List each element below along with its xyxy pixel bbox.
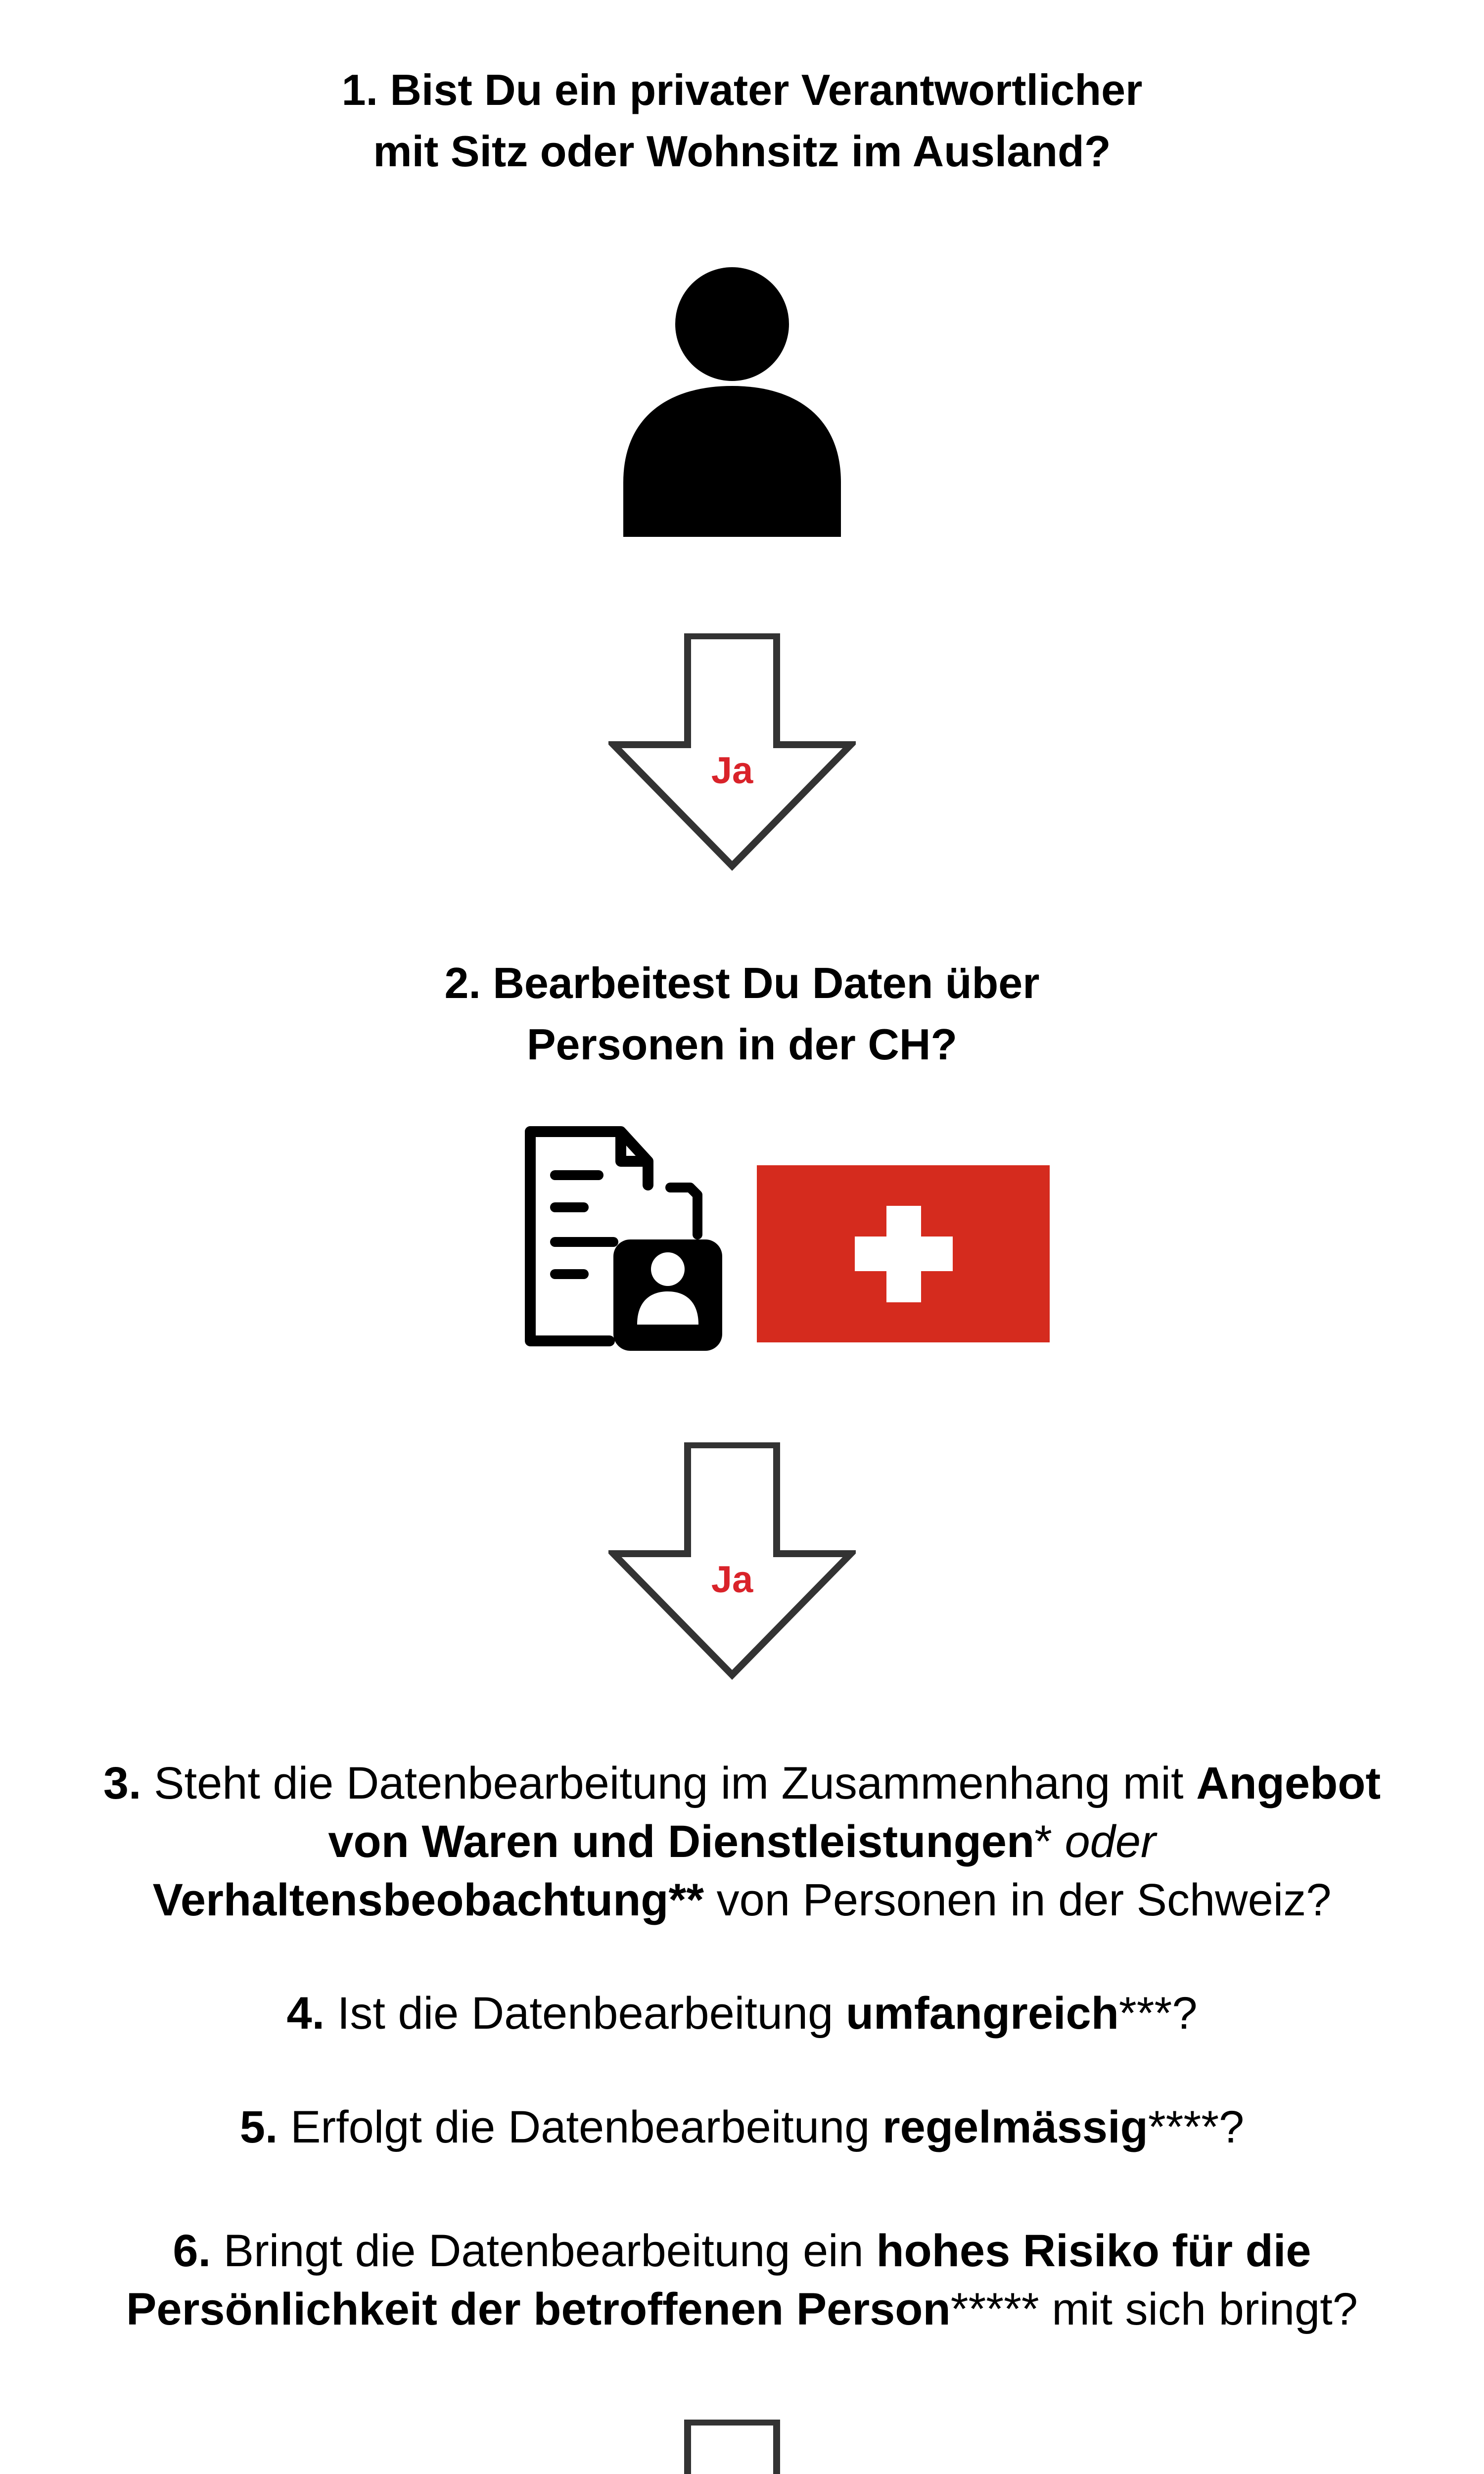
question-3-text-3: von Personen in der Schweiz? <box>716 1875 1332 1925</box>
question-4-text-2: ***? <box>1118 1988 1198 2039</box>
question-6-line-1 <box>0 2222 1484 2280</box>
question-2-line-2: Personen in der CH? <box>526 1020 958 1069</box>
question-6-text-3: mit sich bringt? <box>1052 2284 1358 2334</box>
question-6-line-2 <box>0 2280 1484 2338</box>
question-1-line-2: mit Sitz oder Wohnsitz im Ausland? <box>373 127 1111 176</box>
question-2-line-1: 2. Bearbeitest Du Daten über <box>444 958 1040 1007</box>
question-3-bold-1: Angebot <box>1196 1758 1381 1808</box>
question-5-number: 5. <box>239 2102 278 2152</box>
question-5 <box>0 2098 1484 2156</box>
question-6-text-1: Bringt die Datenbearbeitung ein <box>223 2226 864 2276</box>
question-3-text-1: Steht die Datenbearbeitung im Zusammenhang mit <box>154 1758 1184 1808</box>
question-3-line-3 <box>0 1871 1484 1929</box>
question-5-text-1: Erfolgt die Datenbearbeitung <box>290 2102 870 2152</box>
question-6-bold-1: hohes Risiko für die <box>876 2226 1311 2276</box>
question-6-number: 6. <box>173 2226 211 2276</box>
swiss-flag-icon <box>757 1165 1050 1342</box>
question-1-line-1: 1. Bist Du ein privater Verantwortlicher <box>341 65 1143 114</box>
question-4-bold: umfangreich <box>845 1988 1119 2039</box>
question-3-italic: oder <box>1065 1816 1156 1867</box>
question-5-text-2: ****? <box>1148 2102 1245 2152</box>
question-3-number: 3. <box>103 1758 141 1808</box>
question-2 <box>0 952 1484 1075</box>
down-arrow-3 <box>608 2420 856 2474</box>
question-4 <box>0 1984 1484 2043</box>
question-3 <box>0 1754 1484 1929</box>
document-user-icon <box>519 1121 727 1353</box>
question-3-line-2 <box>0 1812 1484 1871</box>
question-4-line <box>0 1984 1484 2043</box>
person-icon <box>623 262 841 539</box>
question-6-bold-2: Persönlichkeit der betroffenen Person <box>126 2284 951 2334</box>
question-3-line-1 <box>0 1754 1484 1812</box>
question-6 <box>0 2222 1484 2338</box>
down-arrow-2 <box>608 1442 856 1680</box>
question-3-bold-3: Verhaltensbeobachtung** <box>152 1875 704 1925</box>
arrow-1-label: Ja <box>711 750 753 792</box>
question-4-number: 4. <box>286 1988 325 2039</box>
question-5-bold: regelmässig <box>882 2102 1148 2152</box>
arrow-2-label: Ja <box>711 1559 753 1601</box>
question-1 <box>0 59 1484 182</box>
down-arrow-icon <box>608 2420 856 2474</box>
question-4-text-1: Ist die Datenbearbeitung <box>337 1988 834 2039</box>
question-3-text-2: * <box>1034 1816 1052 1867</box>
question-5-line <box>0 2098 1484 2156</box>
question-6-text-2: ***** <box>950 2284 1039 2334</box>
question-3-bold-2: von Waren und Dienstleistungen <box>328 1816 1035 1867</box>
down-arrow-1 <box>608 633 856 871</box>
